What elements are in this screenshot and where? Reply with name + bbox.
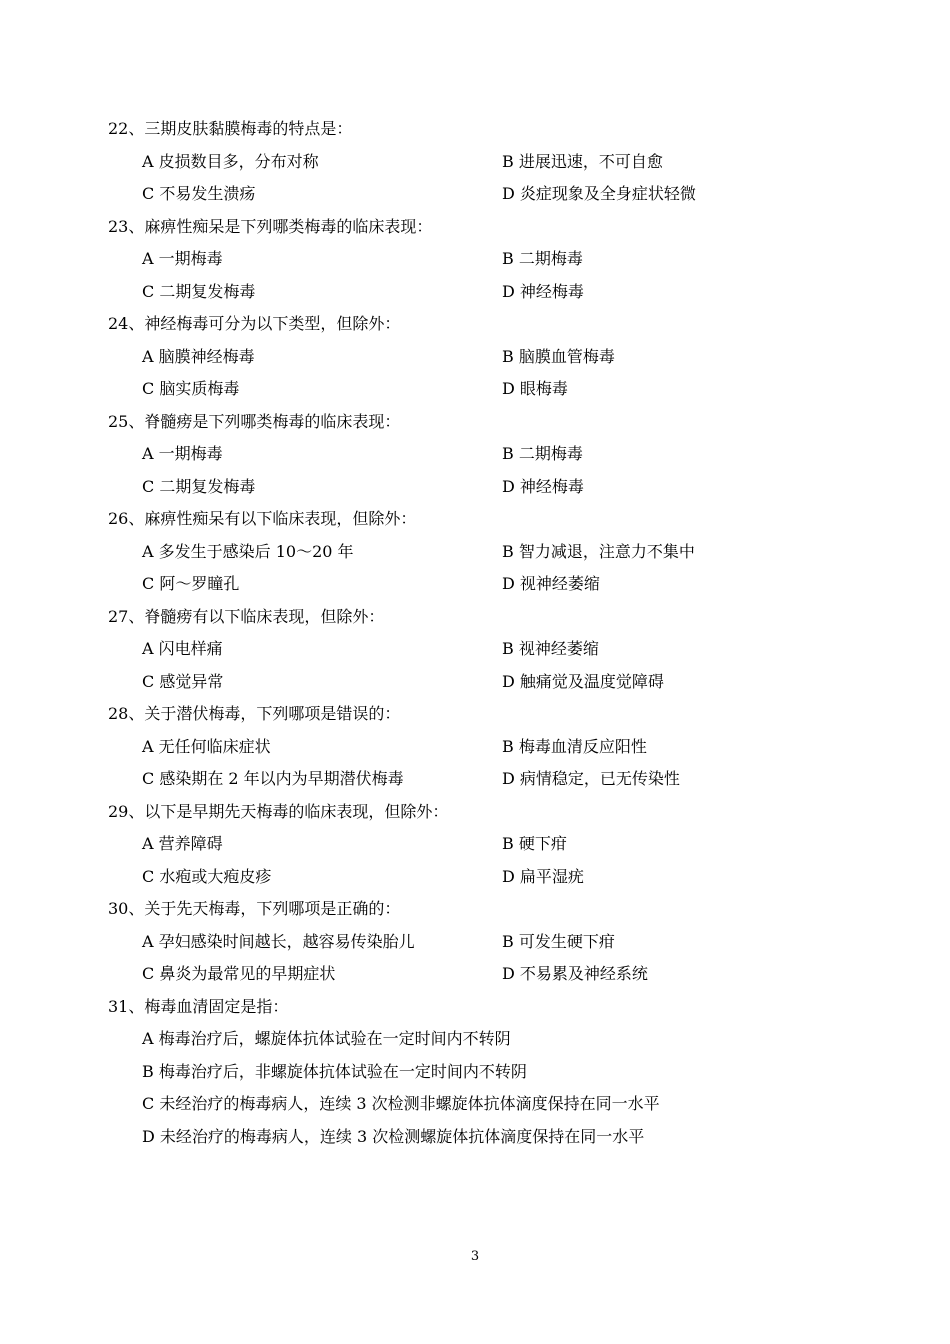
option-row [108, 1088, 828, 1121]
option-a: A 孕妇感染时间越长，越容易传染胎儿 [142, 931, 415, 951]
option-b: B 进展迅速，不可自愈 [502, 151, 663, 171]
question-list [108, 113, 828, 1153]
question-stem: 28、关于潜伏梅毒，下列哪项是错误的： [108, 704, 401, 723]
option-row [108, 1023, 828, 1056]
option-row [108, 568, 828, 601]
question-26 [108, 503, 828, 601]
option-row [108, 1056, 828, 1089]
option-row [108, 731, 828, 764]
option-b: B 视神经萎缩 [502, 639, 599, 658]
option-row [108, 926, 828, 959]
question-27 [108, 601, 828, 699]
option-row [108, 536, 828, 569]
option-a: A 梅毒治疗后，螺旋体抗体试验在一定时间内不转阴 [142, 1029, 511, 1048]
question-28 [108, 698, 828, 796]
option-b: B 智力减退，注意力不集中 [502, 541, 695, 561]
option-c: C 不易发生溃疡 [142, 184, 256, 203]
question-stem: 31、梅毒血清固定是指： [108, 996, 289, 1016]
option-a: A 一期梅毒 [142, 249, 223, 268]
option-c: C 鼻炎为最常见的早期症状 [142, 964, 336, 983]
question-stem: 30、关于先天梅毒，下列哪项是正确的： [108, 899, 401, 918]
option-row [108, 633, 828, 666]
question-22 [108, 113, 828, 211]
option-row [108, 958, 828, 991]
question-29 [108, 796, 828, 894]
option-c: C 二期复发梅毒 [142, 476, 256, 496]
option-row [108, 438, 828, 471]
question-stem: 23、麻痹性痴呆是下列哪类梅毒的临床表现： [108, 216, 433, 236]
option-c: C 水疱或大疱皮疹 [142, 866, 272, 886]
option-c: C 阿～罗瞳孔 [142, 574, 240, 593]
question-stem: 25、脊髓痨是下列哪类梅毒的临床表现： [108, 411, 401, 431]
option-c: C 感染期在 2 年以内为早期潜伏梅毒 [142, 769, 404, 788]
option-row [108, 861, 828, 894]
option-d: D 不易累及神经系统 [502, 964, 648, 983]
option-row [108, 471, 828, 504]
option-d: D 视神经萎缩 [502, 574, 600, 593]
option-a: A 无任何临床症状 [142, 736, 271, 756]
question-stem: 26、麻痹性痴呆有以下临床表现，但除外： [108, 509, 417, 528]
page-number: 3 [470, 1249, 480, 1264]
option-d: D 扁平湿疣 [502, 866, 584, 886]
question-25 [108, 406, 828, 504]
question-23 [108, 211, 828, 309]
option-row [108, 1121, 828, 1154]
option-row [108, 243, 828, 276]
option-row [108, 373, 828, 406]
option-a: A 脑膜神经梅毒 [142, 346, 255, 366]
option-b: B 二期梅毒 [502, 444, 583, 463]
option-b: B 硬下疳 [502, 834, 567, 853]
option-b: B 梅毒血清反应阳性 [502, 736, 647, 756]
option-a: A 一期梅毒 [142, 444, 223, 463]
option-b: B 脑膜血管梅毒 [502, 346, 615, 366]
option-c: C 二期复发梅毒 [142, 281, 256, 301]
option-d: D 眼梅毒 [502, 379, 568, 398]
option-b: B 二期梅毒 [502, 249, 583, 268]
option-row [108, 828, 828, 861]
option-c: C 未经治疗的梅毒病人，连续 3 次检测非螺旋体抗体滴度保持在同一水平 [142, 1094, 660, 1113]
option-c: C 感觉异常 [142, 671, 224, 691]
option-row [108, 178, 828, 211]
question-24 [108, 308, 828, 406]
option-a: A 营养障碍 [142, 834, 223, 853]
option-row [108, 666, 828, 699]
question-stem: 24、神经梅毒可分为以下类型，但除外： [108, 314, 401, 333]
option-d: D 炎症现象及全身症状轻微 [502, 184, 696, 203]
option-a: A 多发生于感染后 10～20 年 [142, 541, 354, 561]
question-stem: 29、以下是早期先天梅毒的临床表现，但除外： [108, 801, 449, 821]
option-row [108, 276, 828, 309]
question-30 [108, 893, 828, 991]
option-b: B 可发生硬下疳 [502, 931, 615, 951]
option-d: D 病情稳定，已无传染性 [502, 769, 680, 788]
option-a: A 皮损数目多，分布对称 [142, 151, 319, 171]
question-31 [108, 991, 828, 1154]
option-row [108, 146, 828, 179]
option-row [108, 763, 828, 796]
option-b: B 梅毒治疗后，非螺旋体抗体试验在一定时间内不转阴 [142, 1061, 527, 1081]
question-stem: 27、脊髓痨有以下临床表现，但除外： [108, 606, 385, 626]
option-d: D 触痛觉及温度觉障碍 [502, 671, 664, 691]
option-a: A 闪电样痛 [142, 639, 223, 658]
option-c: C 脑实质梅毒 [142, 379, 240, 398]
option-d: D 未经治疗的梅毒病人，连续 3 次检测螺旋体抗体滴度保持在同一水平 [142, 1126, 645, 1146]
option-row [108, 341, 828, 374]
option-d: D 神经梅毒 [502, 281, 584, 301]
question-stem: 22、三期皮肤黏膜梅毒的特点是： [108, 119, 353, 138]
option-d: D 神经梅毒 [502, 476, 584, 496]
